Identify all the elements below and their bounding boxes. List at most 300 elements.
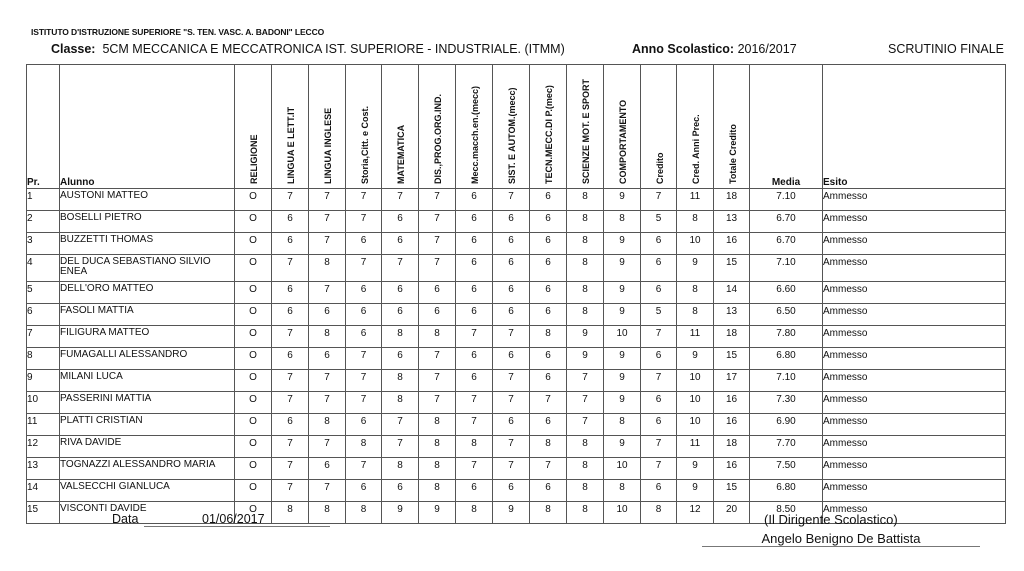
cell-storia: 8 <box>346 502 382 524</box>
principal-title: (Il Dirigente Scolastico) <box>764 512 898 527</box>
cell-pr: 2 <box>27 211 60 233</box>
cell-comportamento: 10 <box>604 502 641 524</box>
cell-tecn: 6 <box>530 282 567 304</box>
cell-storia: 6 <box>346 304 382 326</box>
cell-comportamento: 9 <box>604 370 641 392</box>
cell-scienze: 8 <box>567 255 604 282</box>
cell-totale: 15 <box>714 480 750 502</box>
cell-totale: 16 <box>714 392 750 414</box>
cell-tecn: 6 <box>530 255 567 282</box>
cell-religione: O <box>235 370 272 392</box>
cell-totale: 15 <box>714 348 750 370</box>
cell-religione: O <box>235 436 272 458</box>
cell-pr: 7 <box>27 326 60 348</box>
cell-scienze: 9 <box>567 326 604 348</box>
cell-matematica: 8 <box>382 458 419 480</box>
cell-sist: 6 <box>493 282 530 304</box>
col-header-esito: Esito <box>823 65 1006 189</box>
cell-storia: 6 <box>346 282 382 304</box>
cell-mecc: 6 <box>456 255 493 282</box>
cell-credito: 6 <box>641 233 677 255</box>
col-header-italiano: LINGUA E LETT.IT <box>272 65 309 189</box>
cell-alunno: FUMAGALLI ALESSANDRO <box>60 348 235 370</box>
cell-media: 7.10 <box>750 255 823 282</box>
cell-cred-prec: 9 <box>677 255 714 282</box>
cell-pr: 12 <box>27 436 60 458</box>
col-header-comportamento: COMPORTAMENTO <box>604 65 641 189</box>
cell-totale: 20 <box>714 502 750 524</box>
cell-matematica: 6 <box>382 304 419 326</box>
cell-italiano: 6 <box>272 233 309 255</box>
cell-storia: 7 <box>346 370 382 392</box>
cell-cred-prec: 8 <box>677 211 714 233</box>
class-info <box>51 42 565 56</box>
cell-pr: 1 <box>27 189 60 211</box>
cell-italiano: 7 <box>272 255 309 282</box>
cell-totale: 18 <box>714 326 750 348</box>
cell-dis: 7 <box>419 370 456 392</box>
cell-pr: 14 <box>27 480 60 502</box>
cell-tecn: 7 <box>530 392 567 414</box>
cell-credito: 6 <box>641 480 677 502</box>
cell-media: 6.90 <box>750 414 823 436</box>
cell-sist: 6 <box>493 255 530 282</box>
cell-alunno: FILIGURA MATTEO <box>60 326 235 348</box>
cell-comportamento: 8 <box>604 414 641 436</box>
cell-storia: 8 <box>346 436 382 458</box>
date-value: 01/06/2017 <box>202 512 265 526</box>
col-header-storia: Storia,Citt. e Cost. <box>346 65 382 189</box>
cell-scienze: 8 <box>567 282 604 304</box>
cell-religione: O <box>235 233 272 255</box>
cell-cred-prec: 9 <box>677 480 714 502</box>
cell-inglese: 8 <box>309 414 346 436</box>
cell-alunno: DELL'ORO MATTEO <box>60 282 235 304</box>
cell-comportamento: 9 <box>604 282 641 304</box>
cell-tecn: 7 <box>530 458 567 480</box>
cell-alunno: FASOLI MATTIA <box>60 304 235 326</box>
cell-credito: 5 <box>641 304 677 326</box>
cell-media: 6.50 <box>750 304 823 326</box>
cell-cred-prec: 8 <box>677 282 714 304</box>
cell-pr: 10 <box>27 392 60 414</box>
cell-alunno: DEL DUCA SEBASTIANO SILVIO ENEA <box>60 255 235 282</box>
cell-inglese: 7 <box>309 370 346 392</box>
cell-matematica: 6 <box>382 233 419 255</box>
cell-scienze: 7 <box>567 370 604 392</box>
scrutinio-title: SCRUTINIO FINALE <box>888 42 1004 56</box>
cell-media: 6.70 <box>750 233 823 255</box>
cell-religione: O <box>235 480 272 502</box>
cell-matematica: 8 <box>382 326 419 348</box>
cell-italiano: 6 <box>272 211 309 233</box>
cell-media: 7.70 <box>750 436 823 458</box>
cell-dis: 6 <box>419 282 456 304</box>
cell-esito: Ammesso <box>823 189 1006 211</box>
cell-alunno: VISCONTI DAVIDE <box>60 502 235 524</box>
cell-dis: 7 <box>419 392 456 414</box>
cell-sist: 7 <box>493 458 530 480</box>
cell-italiano: 6 <box>272 304 309 326</box>
cell-mecc: 7 <box>456 458 493 480</box>
table-row <box>27 414 1006 436</box>
cell-matematica: 6 <box>382 211 419 233</box>
cell-scienze: 8 <box>567 502 604 524</box>
cell-storia: 7 <box>346 348 382 370</box>
cell-religione: O <box>235 326 272 348</box>
cell-dis: 8 <box>419 436 456 458</box>
cell-esito: Ammesso <box>823 502 1006 524</box>
cell-italiano: 7 <box>272 458 309 480</box>
cell-dis: 7 <box>419 211 456 233</box>
cell-matematica: 7 <box>382 436 419 458</box>
cell-credito: 7 <box>641 189 677 211</box>
cell-italiano: 7 <box>272 189 309 211</box>
cell-esito: Ammesso <box>823 282 1006 304</box>
cell-scienze: 7 <box>567 414 604 436</box>
cell-pr: 8 <box>27 348 60 370</box>
cell-totale: 17 <box>714 370 750 392</box>
table-row <box>27 255 1006 282</box>
cell-alunno: VALSECCHI GIANLUCA <box>60 480 235 502</box>
cell-credito: 7 <box>641 326 677 348</box>
cell-storia: 7 <box>346 189 382 211</box>
cell-storia: 7 <box>346 392 382 414</box>
cell-esito: Ammesso <box>823 348 1006 370</box>
cell-comportamento: 10 <box>604 458 641 480</box>
cell-storia: 6 <box>346 326 382 348</box>
cell-alunno: BUZZETTI THOMAS <box>60 233 235 255</box>
class-value: 5CM MECCANICA E MECCATRONICA IST. SUPERIORE - INDUSTRIALE. (ITMM) <box>102 42 565 56</box>
cell-inglese: 6 <box>309 458 346 480</box>
cell-totale: 16 <box>714 233 750 255</box>
cell-pr: 6 <box>27 304 60 326</box>
cell-cred-prec: 12 <box>677 502 714 524</box>
cell-pr: 5 <box>27 282 60 304</box>
cell-dis: 7 <box>419 348 456 370</box>
cell-italiano: 6 <box>272 282 309 304</box>
cell-storia: 6 <box>346 480 382 502</box>
cell-mecc: 6 <box>456 211 493 233</box>
table-row <box>27 304 1006 326</box>
cell-pr: 11 <box>27 414 60 436</box>
cell-dis: 9 <box>419 502 456 524</box>
date-label: Data <box>112 512 139 526</box>
col-header-totale: Totale Credito <box>714 65 750 189</box>
cell-comportamento: 10 <box>604 326 641 348</box>
cell-credito: 8 <box>641 502 677 524</box>
school-name: ISTITUTO D'ISTRUZIONE SUPERIORE "S. TEN. VASC. A. BADONI" LECCO <box>31 27 325 37</box>
cell-sist: 6 <box>493 211 530 233</box>
cell-religione: O <box>235 211 272 233</box>
table-row <box>27 211 1006 233</box>
table-row <box>27 436 1006 458</box>
cell-totale: 18 <box>714 189 750 211</box>
cell-alunno: MILANI LUCA <box>60 370 235 392</box>
cell-mecc: 6 <box>456 233 493 255</box>
cell-tecn: 6 <box>530 304 567 326</box>
table-row <box>27 458 1006 480</box>
cell-media: 7.10 <box>750 370 823 392</box>
col-header-sist: SIST. E AUTOM.(mecc) <box>493 65 530 189</box>
cell-cred-prec: 10 <box>677 233 714 255</box>
cell-tecn: 6 <box>530 211 567 233</box>
cell-italiano: 7 <box>272 326 309 348</box>
cell-inglese: 6 <box>309 348 346 370</box>
cell-religione: O <box>235 304 272 326</box>
cell-comportamento: 9 <box>604 436 641 458</box>
cell-inglese: 7 <box>309 282 346 304</box>
cell-esito: Ammesso <box>823 436 1006 458</box>
cell-comportamento: 9 <box>604 233 641 255</box>
cell-inglese: 7 <box>309 480 346 502</box>
cell-cred-prec: 11 <box>677 326 714 348</box>
cell-tecn: 8 <box>530 326 567 348</box>
col-header-media: Media <box>750 65 823 189</box>
cell-alunno: TOGNAZZI ALESSANDRO MARIA <box>60 458 235 480</box>
cell-sist: 7 <box>493 436 530 458</box>
cell-scienze: 8 <box>567 189 604 211</box>
cell-scienze: 7 <box>567 392 604 414</box>
cell-religione: O <box>235 282 272 304</box>
cell-dis: 6 <box>419 304 456 326</box>
cell-italiano: 8 <box>272 502 309 524</box>
cell-sist: 6 <box>493 233 530 255</box>
cell-religione: O <box>235 458 272 480</box>
table-row <box>27 326 1006 348</box>
principal-signature: Angelo Benigno De Battista <box>702 531 980 547</box>
cell-italiano: 6 <box>272 348 309 370</box>
cell-inglese: 8 <box>309 502 346 524</box>
cell-comportamento: 9 <box>604 255 641 282</box>
cell-alunno: PLATTI CRISTIAN <box>60 414 235 436</box>
cell-alunno: PASSERINI MATTIA <box>60 392 235 414</box>
cell-scienze: 9 <box>567 348 604 370</box>
cell-cred-prec: 10 <box>677 392 714 414</box>
cell-tecn: 8 <box>530 502 567 524</box>
cell-media: 8.50 <box>750 502 823 524</box>
table-row <box>27 233 1006 255</box>
cell-sist: 9 <box>493 502 530 524</box>
cell-mecc: 6 <box>456 304 493 326</box>
cell-scienze: 8 <box>567 480 604 502</box>
cell-sist: 6 <box>493 304 530 326</box>
cell-alunno: AUSTONI MATTEO <box>60 189 235 211</box>
cell-storia: 7 <box>346 255 382 282</box>
cell-sist: 7 <box>493 326 530 348</box>
cell-italiano: 7 <box>272 392 309 414</box>
cell-italiano: 7 <box>272 480 309 502</box>
cell-dis: 8 <box>419 414 456 436</box>
cell-inglese: 7 <box>309 189 346 211</box>
cell-tecn: 6 <box>530 480 567 502</box>
cell-inglese: 7 <box>309 233 346 255</box>
cell-totale: 18 <box>714 436 750 458</box>
cell-totale: 13 <box>714 211 750 233</box>
cell-dis: 8 <box>419 458 456 480</box>
cell-totale: 16 <box>714 458 750 480</box>
cell-inglese: 8 <box>309 255 346 282</box>
cell-sist: 7 <box>493 189 530 211</box>
cell-mecc: 7 <box>456 326 493 348</box>
cell-sist: 6 <box>493 414 530 436</box>
cell-mecc: 6 <box>456 189 493 211</box>
col-header-cred-prec: Cred. Anni Prec. <box>677 65 714 189</box>
cell-mecc: 8 <box>456 436 493 458</box>
cell-comportamento: 8 <box>604 211 641 233</box>
cell-italiano: 6 <box>272 414 309 436</box>
cell-esito: Ammesso <box>823 255 1006 282</box>
cell-media: 6.80 <box>750 348 823 370</box>
cell-esito: Ammesso <box>823 304 1006 326</box>
cell-comportamento: 9 <box>604 392 641 414</box>
cell-esito: Ammesso <box>823 458 1006 480</box>
cell-mecc: 7 <box>456 392 493 414</box>
cell-mecc: 7 <box>456 414 493 436</box>
cell-sist: 6 <box>493 480 530 502</box>
cell-storia: 6 <box>346 414 382 436</box>
cell-sist: 7 <box>493 392 530 414</box>
col-header-matematica: MATEMATICA <box>382 65 419 189</box>
cell-italiano: 7 <box>272 436 309 458</box>
cell-esito: Ammesso <box>823 392 1006 414</box>
cell-dis: 8 <box>419 326 456 348</box>
col-header-dis: DIS.,PROG.ORG.IND. <box>419 65 456 189</box>
cell-storia: 6 <box>346 233 382 255</box>
cell-totale: 15 <box>714 255 750 282</box>
cell-mecc: 6 <box>456 282 493 304</box>
cell-scienze: 8 <box>567 233 604 255</box>
cell-scienze: 8 <box>567 211 604 233</box>
col-header-religione: RELIGIONE <box>235 65 272 189</box>
cell-cred-prec: 9 <box>677 458 714 480</box>
cell-cred-prec: 11 <box>677 436 714 458</box>
cell-media: 6.60 <box>750 282 823 304</box>
col-header-scienze: SCIENZE MOT. E SPORT <box>567 65 604 189</box>
cell-esito: Ammesso <box>823 326 1006 348</box>
cell-tecn: 6 <box>530 370 567 392</box>
cell-tecn: 6 <box>530 189 567 211</box>
cell-storia: 7 <box>346 211 382 233</box>
table-header-row <box>27 65 1006 189</box>
cell-media: 7.50 <box>750 458 823 480</box>
cell-religione: O <box>235 348 272 370</box>
cell-matematica: 6 <box>382 348 419 370</box>
cell-religione: O <box>235 502 272 524</box>
cell-cred-prec: 8 <box>677 304 714 326</box>
cell-cred-prec: 10 <box>677 370 714 392</box>
cell-pr: 4 <box>27 255 60 282</box>
cell-italiano: 7 <box>272 370 309 392</box>
cell-credito: 7 <box>641 458 677 480</box>
cell-esito: Ammesso <box>823 370 1006 392</box>
col-header-mecc: Mecc.macch.en.(mecc) <box>456 65 493 189</box>
table-row <box>27 480 1006 502</box>
cell-tecn: 6 <box>530 414 567 436</box>
cell-cred-prec: 11 <box>677 189 714 211</box>
col-header-inglese: LINGUA INGLESE <box>309 65 346 189</box>
cell-credito: 6 <box>641 348 677 370</box>
cell-religione: O <box>235 255 272 282</box>
col-header-pr: Pr. <box>27 65 60 189</box>
table-row <box>27 392 1006 414</box>
cell-mecc: 6 <box>456 370 493 392</box>
cell-comportamento: 8 <box>604 480 641 502</box>
table-row <box>27 348 1006 370</box>
cell-esito: Ammesso <box>823 233 1006 255</box>
cell-matematica: 6 <box>382 480 419 502</box>
cell-matematica: 8 <box>382 370 419 392</box>
class-label: Classe: <box>51 42 96 56</box>
cell-scienze: 8 <box>567 436 604 458</box>
cell-inglese: 7 <box>309 211 346 233</box>
cell-comportamento: 9 <box>604 348 641 370</box>
col-header-alunno: Alunno <box>60 65 235 189</box>
cell-scienze: 8 <box>567 304 604 326</box>
col-header-credito: Credito <box>641 65 677 189</box>
cell-alunno: BOSELLI PIETRO <box>60 211 235 233</box>
cell-sist: 6 <box>493 348 530 370</box>
cell-tecn: 6 <box>530 348 567 370</box>
school-year <box>632 42 797 56</box>
cell-inglese: 7 <box>309 392 346 414</box>
cell-totale: 13 <box>714 304 750 326</box>
cell-religione: O <box>235 189 272 211</box>
cell-inglese: 7 <box>309 436 346 458</box>
cell-credito: 6 <box>641 255 677 282</box>
cell-tecn: 6 <box>530 233 567 255</box>
cell-storia: 7 <box>346 458 382 480</box>
cell-cred-prec: 9 <box>677 348 714 370</box>
table-row <box>27 189 1006 211</box>
cell-mecc: 6 <box>456 348 493 370</box>
school-year-value: 2016/2017 <box>737 42 797 56</box>
cell-dis: 7 <box>419 255 456 282</box>
col-header-tecn: TECN.MECC.DI P.(mec) <box>530 65 567 189</box>
cell-pr: 13 <box>27 458 60 480</box>
cell-credito: 6 <box>641 414 677 436</box>
cell-tecn: 8 <box>530 436 567 458</box>
cell-media: 6.80 <box>750 480 823 502</box>
cell-matematica: 7 <box>382 414 419 436</box>
cell-scienze: 8 <box>567 458 604 480</box>
cell-pr: 3 <box>27 233 60 255</box>
table-row <box>27 282 1006 304</box>
cell-media: 7.80 <box>750 326 823 348</box>
cell-esito: Ammesso <box>823 211 1006 233</box>
cell-alunno: RIVA DAVIDE <box>60 436 235 458</box>
cell-inglese: 6 <box>309 304 346 326</box>
cell-pr: 15 <box>27 502 60 524</box>
cell-mecc: 8 <box>456 502 493 524</box>
cell-totale: 16 <box>714 414 750 436</box>
cell-dis: 7 <box>419 233 456 255</box>
cell-totale: 14 <box>714 282 750 304</box>
cell-matematica: 8 <box>382 392 419 414</box>
cell-credito: 6 <box>641 282 677 304</box>
school-year-label: Anno Scolastico: <box>632 42 735 56</box>
cell-inglese: 8 <box>309 326 346 348</box>
cell-matematica: 7 <box>382 189 419 211</box>
cell-credito: 7 <box>641 436 677 458</box>
cell-matematica: 6 <box>382 282 419 304</box>
cell-matematica: 7 <box>382 255 419 282</box>
cell-credito: 6 <box>641 392 677 414</box>
grades-table <box>26 64 1006 524</box>
cell-credito: 7 <box>641 370 677 392</box>
cell-mecc: 6 <box>456 480 493 502</box>
cell-religione: O <box>235 414 272 436</box>
